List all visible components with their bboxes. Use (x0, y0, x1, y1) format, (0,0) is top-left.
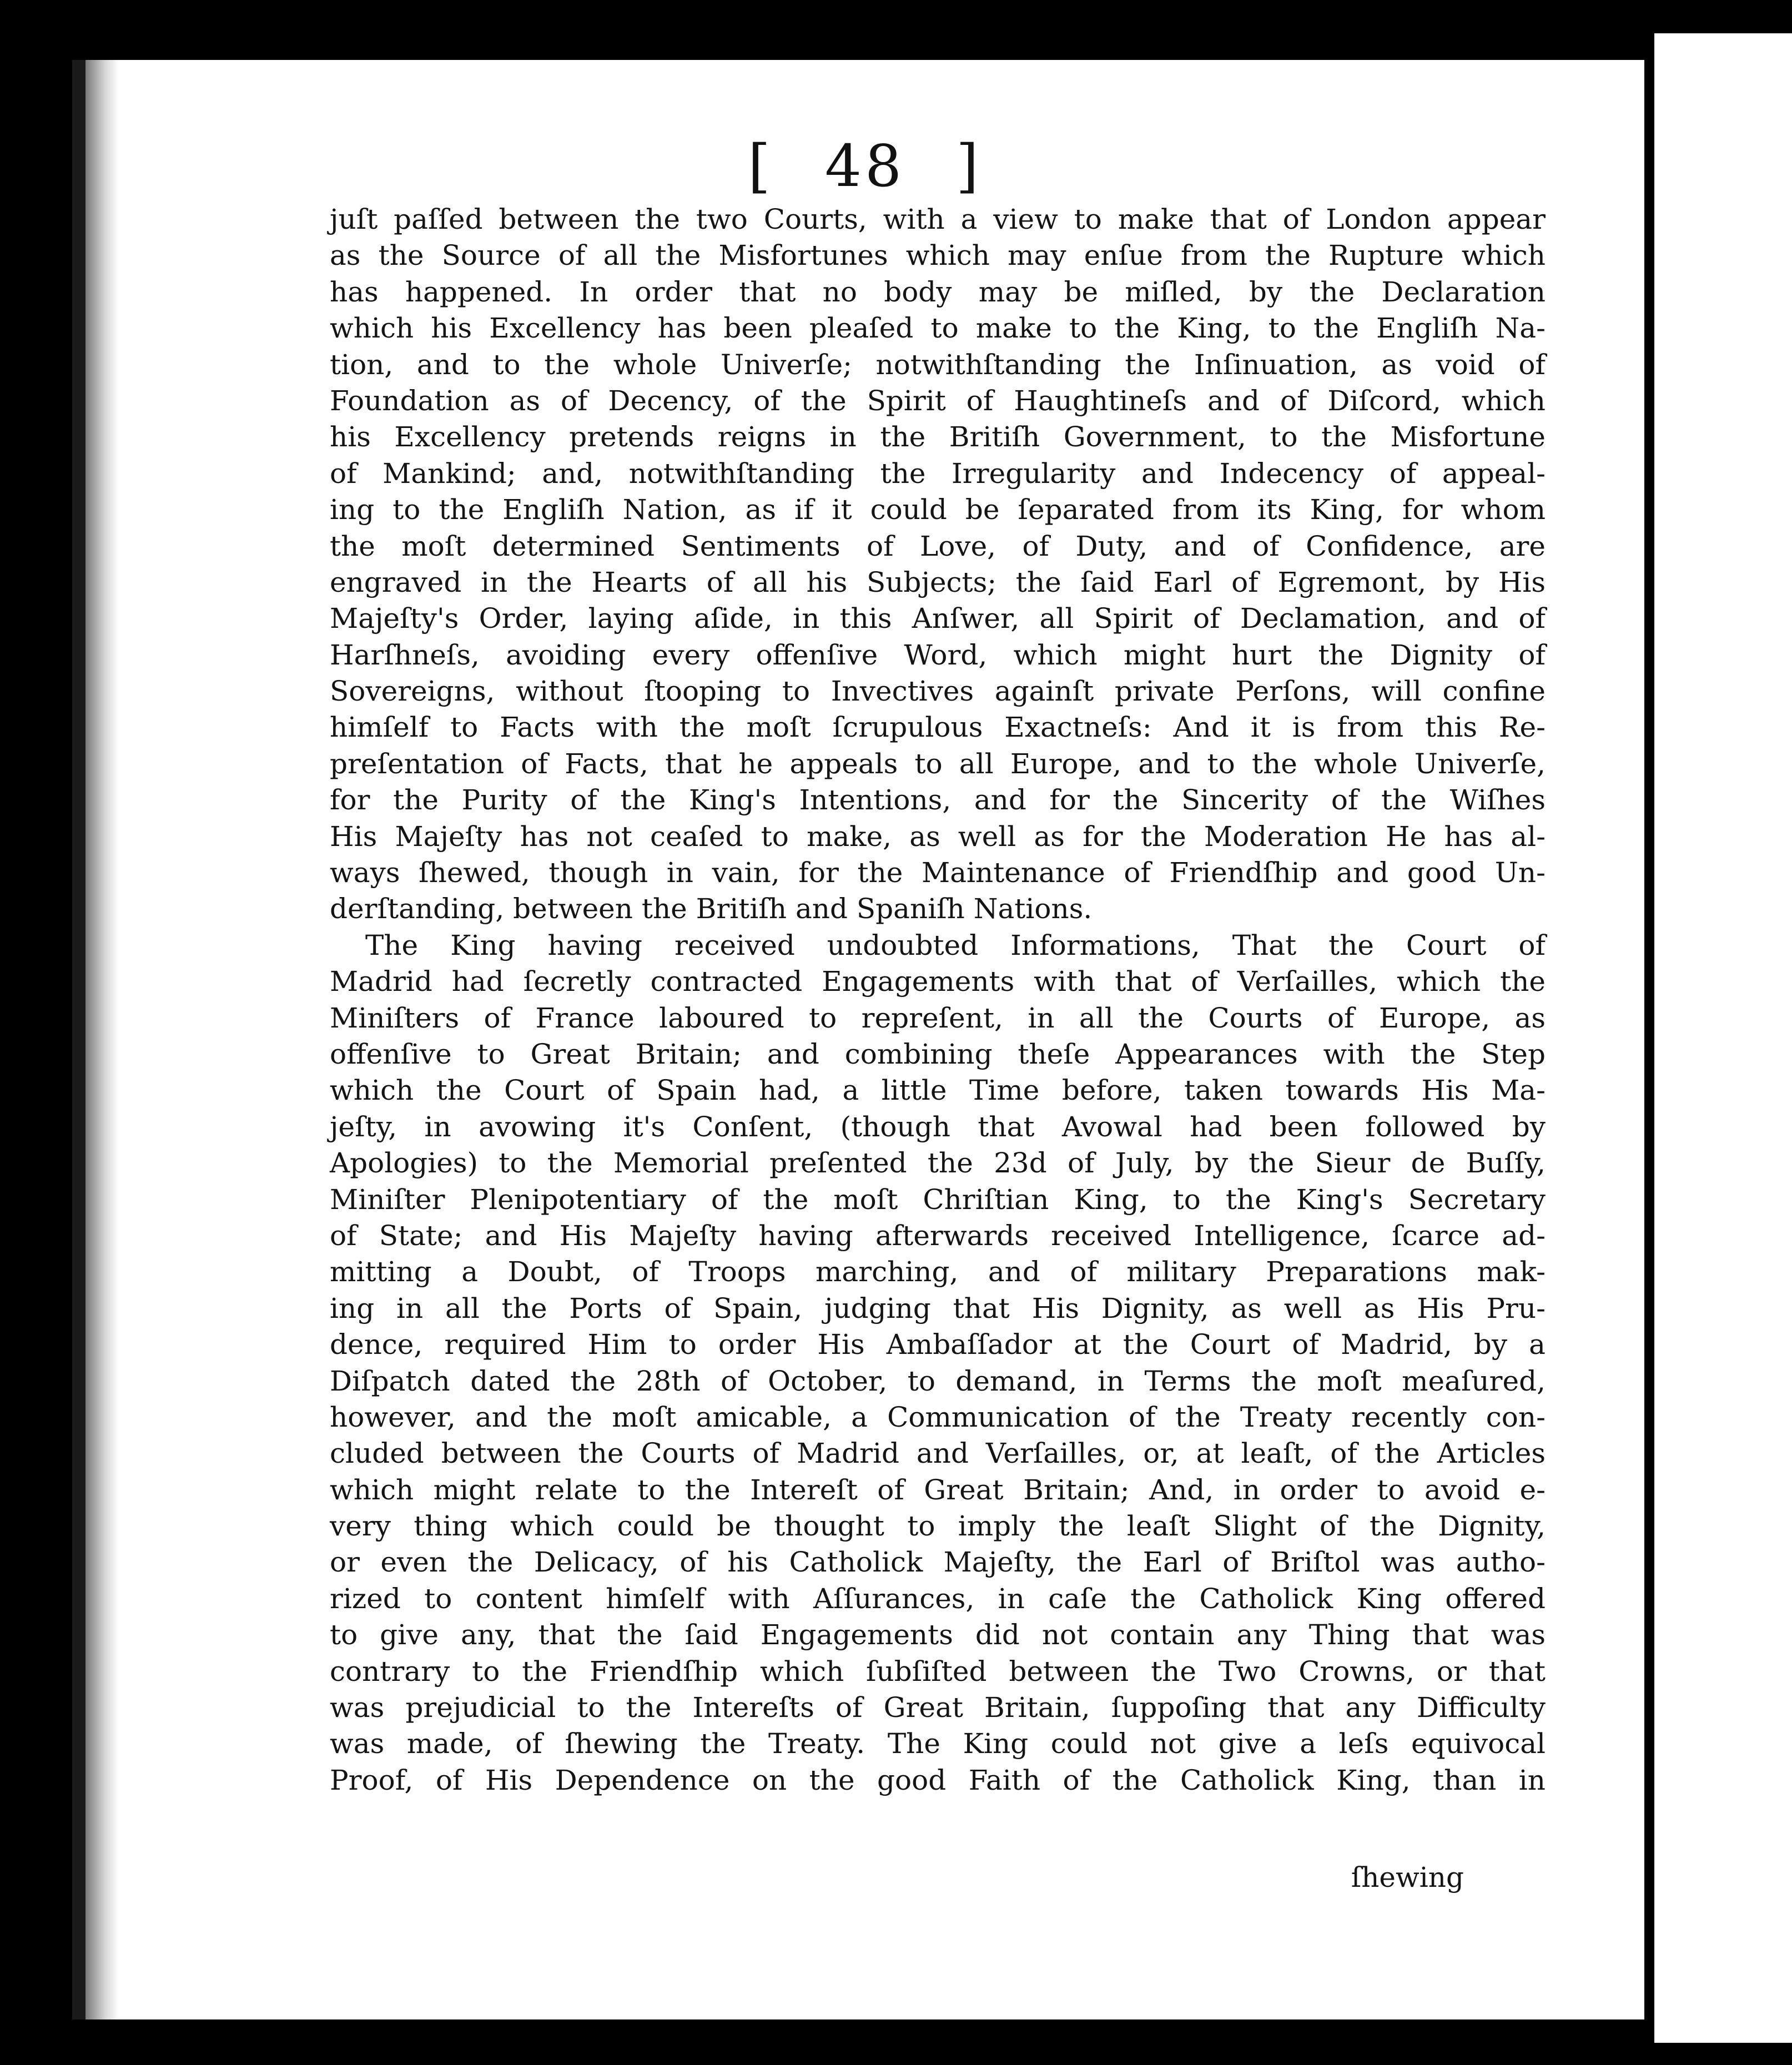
text-line: was prejudicial to the Intereſts of Great Britain, ſuppoſing that any Difficulty (330, 1691, 1546, 1724)
text-line: rized to content himſelf with Aſſurances, in caſe the Catholick King offered (330, 1582, 1546, 1615)
catchword: ſhewing (1351, 1861, 1464, 1893)
text-line: Foundation as of Decency, of the Spirit of Haughtineſs and of Diſcord, which (330, 384, 1546, 417)
text-line: Diſpatch dated the 28th of October, to demand, in Terms the moſt meaſured, (330, 1364, 1546, 1397)
gutter-shadow (85, 60, 119, 2019)
text-line: for the Purity of the King's Intentions, and for the Sincerity of the Wiſhes (330, 784, 1546, 817)
text-line: Apologies) to the Memorial preſented the 23d of July, by the Sieur de Buſſy, (330, 1147, 1546, 1180)
book-page (72, 60, 1644, 2019)
bracket-open: [ (748, 132, 774, 200)
text-line: Majeſty's Order, laying aſide, in this Anſwer, all Spirit of Declamation, and of (330, 602, 1546, 635)
text-line: contrary to the Friendſhip which ſubſiſted between the Two Crowns, or that (330, 1655, 1546, 1688)
text-line: ing in all the Ports of Spain, judging that His Dignity, as well as His Pru- (330, 1292, 1546, 1324)
text-line: which his Excellency has been pleaſed to make to the King, to the Engliſh Na- (330, 312, 1546, 345)
page-number-header (85, 132, 1644, 200)
text-line: ways ſhewed, though in vain, for the Maintenance of Friendſhip and good Un- (330, 857, 1546, 889)
text-line: however, and the moſt amicable, a Communication of the Treaty recently con- (330, 1401, 1546, 1433)
body-text (330, 202, 1546, 1799)
text-line: of Mankind; and, notwithſtanding the Irregularity and Indecency of appeal- (330, 457, 1546, 490)
paragraph-2 (330, 928, 1546, 1799)
text-line: Madrid had ſecretly contracted Engagements with that of Verſailles, which the (330, 965, 1546, 998)
text-line: offenſive to Great Britain; and combining theſe Appearances with the Step (330, 1037, 1546, 1070)
text-line: of State; and His Majeſty having afterwards received Intelligence, ſcarce ad- (330, 1219, 1546, 1252)
adjacent-page-edge (1654, 33, 1792, 2043)
text-line: as the Source of all the Misfortunes which may enſue from the Rupture which (330, 239, 1546, 272)
text-line: derſtanding, between the Britiſh and Spaniſh Nations. (330, 893, 1093, 925)
text-line: preſentation of Facts, that he appeals to all Europe, and to the whole Univerſe, (330, 747, 1546, 780)
paragraph-1 (330, 202, 1546, 928)
text-line: which might relate to the Intereſt of Great Britain; And, in order to avoid e- (330, 1473, 1546, 1506)
text-line: Harſhneſs, avoiding every offenſive Word, which might hurt the Dignity of (330, 638, 1546, 671)
text-line: engraved in the Hearts of all his Subjects; the ſaid Earl of Egremont, by His (330, 566, 1546, 598)
text-line: which the Court of Spain had, a little Time before, taken towards His Ma- (330, 1074, 1546, 1107)
text-line: Proof, of His Dependence on the good Faith of the Catholick King, than in (330, 1764, 1546, 1796)
text-line: jeſty, in avowing it's Conſent, (though that Avowal had been followed by (330, 1110, 1546, 1143)
text-line: ing to the Engliſh Nation, as if it could be ſeparated from its King, for whom (330, 493, 1546, 526)
text-line: himſelf to Facts with the moſt ſcrupulous Exactneſs: And it is from this Re- (330, 711, 1546, 744)
text-line: The King having received undoubted Informations, That the Court of (365, 929, 1546, 961)
text-line: cluded between the Courts of Madrid and Verſailles, or, at leaſt, of the Articles (330, 1437, 1546, 1470)
text-line: or even the Delicacy, of his Catholick Majeſty, the Earl of Briſtol was autho- (330, 1546, 1546, 1579)
text-line: juſt paſſed between the two Courts, with a view to make that of London appear (330, 203, 1546, 235)
text-line: Miniſter Plenipotentiary of the moſt Chriſtian King, to the King's Secretary (330, 1183, 1546, 1216)
text-line: has happened. In order that no body may be miſled, by the Declaration (330, 275, 1546, 308)
text-line: His Majeſty has not ceaſed to make, as well as for the Moderation He has al- (330, 820, 1546, 853)
text-line: Sovereigns, without ſtooping to Invectives againſt private Perſons, will confine (330, 675, 1546, 708)
text-line: tion, and to the whole Univerſe; notwithſtanding the Inſinuation, as void of (330, 348, 1546, 381)
text-line: the moſt determined Sentiments of Love, of Duty, and of Confidence, are (330, 530, 1546, 562)
text-line: to give any, that the ſaid Engagements did not contain any Thing that was (330, 1619, 1546, 1651)
text-line: very thing which could be thought to imply the leaſt Slight of the Dignity, (330, 1510, 1546, 1543)
text-line: Miniſters of France laboured to repreſent, in all the Courts of Europe, as (330, 1001, 1546, 1034)
text-line: mitting a Doubt, of Troops marching, and of military Preparations mak- (330, 1256, 1546, 1288)
bracket-close: ] (956, 132, 982, 200)
page-number: 48 (824, 132, 905, 200)
text-line: dence, required Him to order His Ambaſſador at the Court of Madrid, by a (330, 1328, 1546, 1361)
text-line: his Excellency pretends reigns in the Britiſh Government, to the Misfortune (330, 421, 1546, 454)
text-line: was made, of ſhewing the Treaty. The King could not give a leſs equivocal (330, 1727, 1546, 1760)
